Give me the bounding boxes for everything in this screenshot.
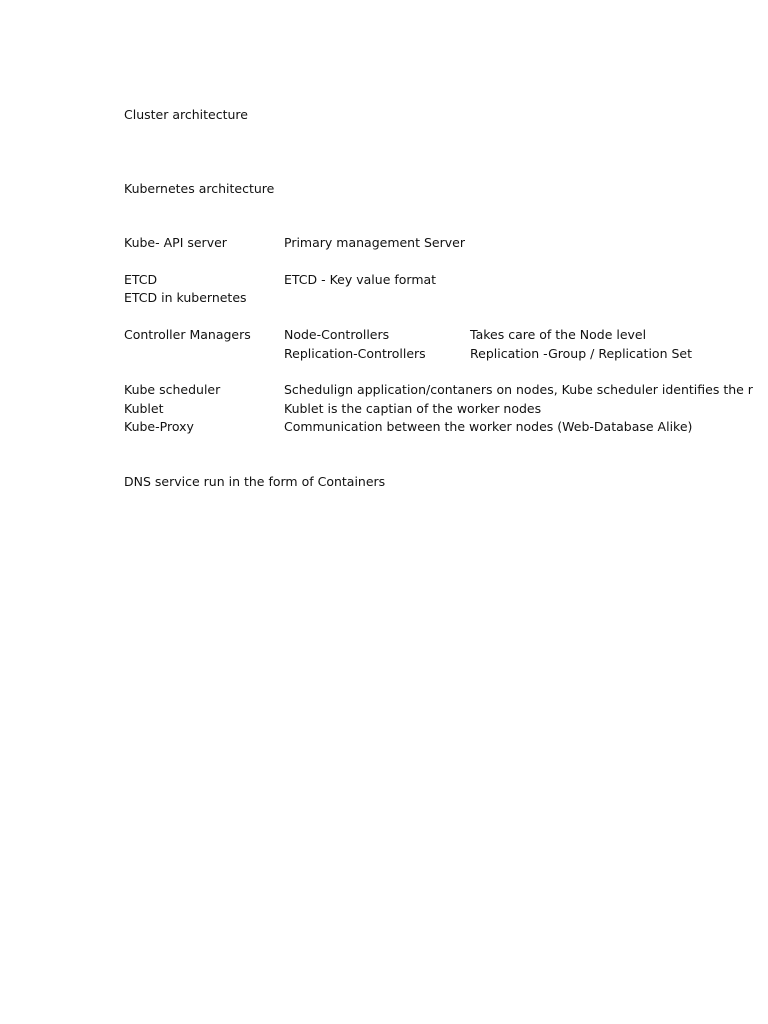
dns-service-note: DNS service run in the form of Containers: [124, 474, 386, 489]
replication-controllers-note: Replication -Group / Replication Set: [470, 346, 692, 361]
etcd-name: ETCD: [124, 272, 158, 287]
etcd-in-kubernetes: ETCD in kubernetes: [124, 290, 247, 305]
etcd-description: ETCD - Key value format: [284, 272, 437, 287]
kube-proxy-description: Communication between the worker nodes (Web-Database Alike): [284, 419, 693, 434]
node-controllers-note: Takes care of the Node level: [470, 327, 647, 342]
kube-scheduler-description: Schedulign application/contaners on nodes, Kube scheduler identifies the r: [284, 382, 753, 397]
kube-scheduler-name: Kube scheduler: [124, 382, 221, 397]
kublet-name: Kublet: [124, 401, 164, 416]
api-server-description: Primary management Server: [284, 235, 465, 250]
kubernetes-architecture-heading: Kubernetes architecture: [124, 181, 275, 196]
api-server-name: Kube- API server: [124, 235, 227, 250]
controller-managers-name: Controller Managers: [124, 327, 251, 342]
replication-controllers-label: Replication-Controllers: [284, 346, 426, 361]
cluster-architecture-heading: Cluster architecture: [124, 107, 248, 122]
kube-proxy-name: Kube-Proxy: [124, 419, 194, 434]
node-controllers-label: Node-Controllers: [284, 327, 390, 342]
kublet-description: Kublet is the captian of the worker nodes: [284, 401, 542, 416]
